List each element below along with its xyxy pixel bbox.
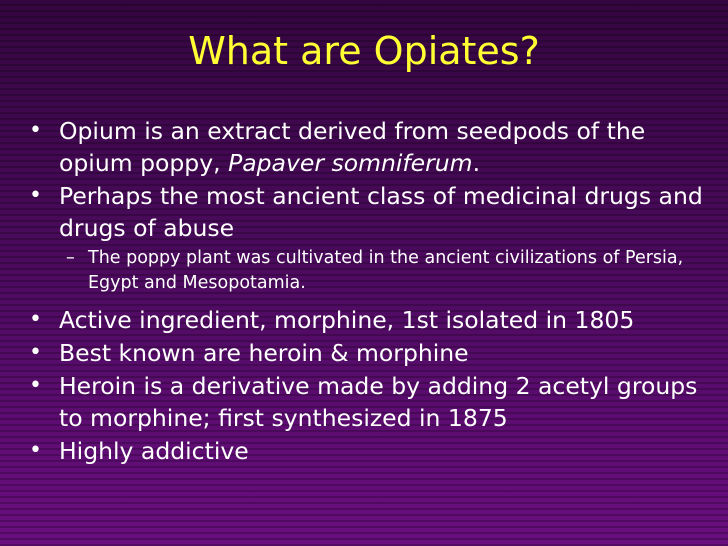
bullet-marker: •	[29, 373, 42, 398]
bullet-text: Perhaps the most ancient class of medicinal drugs and drugs of abuse	[59, 182, 703, 242]
bullet-item-ancient-class	[0, 180, 728, 244]
bullet-item-best-known	[0, 337, 728, 369]
bullet-text: Opium is an extract derived from seedpods of the opium poppy,	[59, 117, 646, 177]
sub-bullet-item-poppy	[0, 246, 728, 296]
bullet-text: Best known are heroin & morphine	[59, 339, 469, 367]
bullet-marker: •	[29, 183, 42, 208]
sub-bullet-text: The poppy plant was cultivated in the ancient civilizations of Persia, Egypt and Mesopotamia.	[88, 248, 684, 293]
bullet-marker: •	[29, 307, 42, 332]
slide-title: What are Opiates?	[188, 29, 540, 73]
bullet-text: Highly addictive	[59, 437, 249, 465]
bullet-marker: •	[29, 438, 42, 463]
bullet-item-morphine	[0, 304, 728, 336]
bullet-list	[0, 115, 728, 468]
bullet-item-opium	[0, 115, 728, 179]
bullet-text: Heroin is a derivative made by adding 2 acetyl groups to morphine; first synthesized in 1875	[59, 372, 698, 432]
bullet-text-end: .	[472, 149, 481, 177]
sub-bullet-marker: –	[66, 248, 75, 268]
bullet-marker: •	[29, 340, 42, 365]
bullet-marker: •	[29, 118, 42, 143]
bullet-text-italic: Papaver somniferum	[228, 149, 473, 177]
bullet-item-heroin	[0, 370, 728, 434]
bullet-text: Active ingredient, morphine, 1st isolated in 1805	[59, 306, 635, 334]
bullet-item-addictive	[0, 435, 728, 467]
